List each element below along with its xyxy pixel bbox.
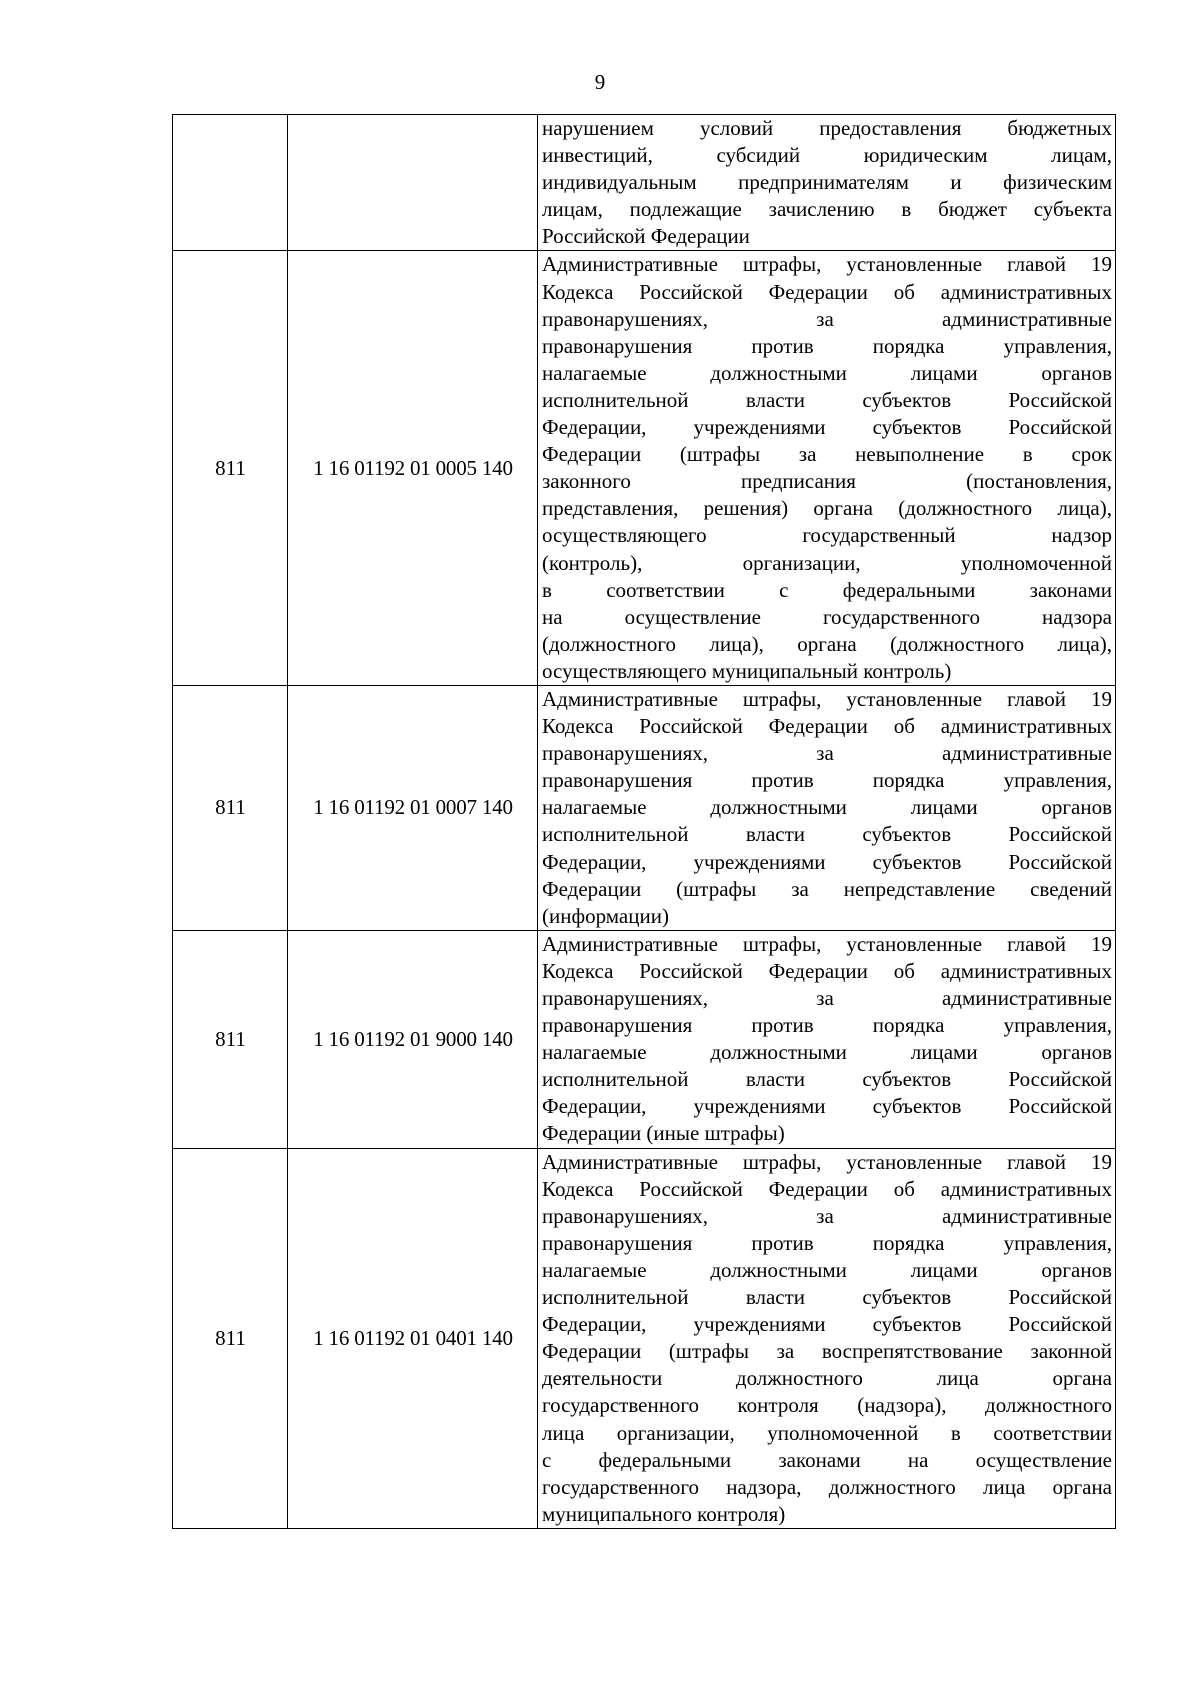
description-line: Административные штрафы, установленные главой 19	[542, 686, 1112, 711]
budget-code-cell: 1 16 01192 01 9000 140	[288, 930, 538, 1148]
description-line: Федерации (штрафы за воспрепятствование законной	[542, 1339, 1112, 1364]
description-line: осуществляющего муниципальный контроль)	[542, 658, 952, 683]
description-cell	[538, 1148, 1116, 1528]
description-line: индивидуальным предпринимателям и физическим	[542, 170, 1112, 195]
description-line: правонарушения против порядка управления,	[542, 1230, 1112, 1255]
admin-code-cell: 811	[173, 1148, 288, 1528]
description-line: правонарушениях, за административные	[542, 741, 1112, 766]
description-line: исполнительной власти субъектов Российской	[542, 1067, 1112, 1092]
description-line: законного предписания (постановления,	[542, 469, 1112, 494]
description-line: исполнительной власти субъектов Российской	[542, 1285, 1112, 1310]
description-line: Административные штрафы, установленные главой 19	[542, 1149, 1112, 1174]
description-line: Кодекса Российской Федерации об административных	[542, 958, 1112, 983]
admin-code-cell: 811	[173, 930, 288, 1148]
admin-code-cell: 811	[173, 685, 288, 930]
description-line: исполнительной власти субъектов Российской	[542, 822, 1112, 847]
description-line: Федерации, учреждениями субъектов Российской	[542, 415, 1112, 440]
description-line: в соответствии с федеральными законами	[542, 577, 1112, 602]
budget-code-cell	[288, 115, 538, 251]
description-line: Федерации, учреждениями субъектов Российской	[542, 849, 1112, 874]
description-line: нарушением условий предоставления бюджетных	[542, 116, 1112, 140]
budget-code-cell: 1 16 01192 01 0401 140	[288, 1148, 538, 1528]
description-line: налагаемые должностными лицами органов	[542, 1040, 1112, 1065]
description-line: государственного контроля (надзора), должностного	[542, 1393, 1112, 1418]
description-line: Кодекса Российской Федерации об административных	[542, 1176, 1112, 1201]
description-line: налагаемые должностными лицами органов	[542, 360, 1112, 385]
page-number: 9	[594, 70, 606, 94]
description-line: Федерации, учреждениями субъектов Российской	[542, 1312, 1112, 1337]
description-cell	[538, 251, 1116, 686]
admin-code-cell: 811	[173, 251, 288, 686]
description-line: Федерации (штрафы за непредставление сведений	[542, 876, 1112, 901]
description-line: (должностного лица), органа (должностного лица),	[542, 631, 1112, 656]
description-line: Административные штрафы, установленные главой 19	[542, 252, 1112, 277]
admin-code-cell	[173, 115, 288, 251]
description-cell	[538, 685, 1116, 930]
description-line: налагаемые должностными лицами органов	[542, 795, 1112, 820]
description-line: государственного надзора, должностного лица органа	[542, 1474, 1112, 1499]
budget-code-cell: 1 16 01192 01 0007 140	[288, 685, 538, 930]
description-line: Федерации (иные штрафы)	[542, 1121, 785, 1146]
description-line: инвестиций, субсидий юридическим лицам,	[542, 143, 1112, 168]
description-line: Кодекса Российской Федерации об административных	[542, 714, 1112, 739]
description-line: Федерации (штрафы за невыполнение в срок	[542, 442, 1112, 467]
description-line: налагаемые должностными лицами органов	[542, 1257, 1112, 1282]
description-line: на осуществление государственного надзора	[542, 604, 1112, 629]
description-line: правонарушениях, за административные	[542, 306, 1112, 331]
table-row	[173, 1148, 1116, 1528]
description-line: исполнительной власти субъектов Российской	[542, 387, 1112, 412]
table-row	[173, 685, 1116, 930]
description-line: (контроль), организации, уполномоченной	[542, 550, 1112, 575]
description-line: (информации)	[542, 903, 669, 928]
description-cell	[538, 930, 1116, 1148]
description-line: Российской Федерации	[542, 224, 750, 249]
description-line: лицам, подлежащие зачислению в бюджет субъекта	[542, 197, 1112, 222]
description-line: Кодекса Российской Федерации об административных	[542, 279, 1112, 304]
description-line: правонарушения против порядка управления,	[542, 1013, 1112, 1038]
description-line: Федерации, учреждениями субъектов Российской	[542, 1094, 1112, 1119]
table-row	[173, 251, 1116, 686]
description-line: правонарушениях, за административные	[542, 986, 1112, 1010]
description-line: деятельности должностного лица органа	[542, 1366, 1112, 1391]
budget-code-cell: 1 16 01192 01 0005 140	[288, 251, 538, 686]
table-row	[173, 930, 1116, 1148]
description-line: лица организации, уполномоченной в соответствии	[542, 1420, 1112, 1445]
table-body	[173, 115, 1116, 1529]
table-row	[173, 115, 1116, 251]
description-line: Административные штрафы, установленные главой 19	[542, 931, 1112, 956]
description-line: муниципального контроля)	[542, 1501, 786, 1526]
description-line: представления, решения) органа (должностного лица),	[542, 496, 1112, 521]
description-line: правонарушения против порядка управления,	[542, 333, 1112, 358]
description-line: с федеральными законами на осуществление	[542, 1447, 1112, 1472]
description-line: осуществляющего государственный надзор	[542, 523, 1112, 548]
description-line: правонарушения против порядка управления,	[542, 768, 1112, 793]
description-line: правонарушениях, за административные	[542, 1203, 1112, 1228]
budget-classification-table	[172, 114, 1116, 1529]
description-cell	[538, 115, 1116, 251]
